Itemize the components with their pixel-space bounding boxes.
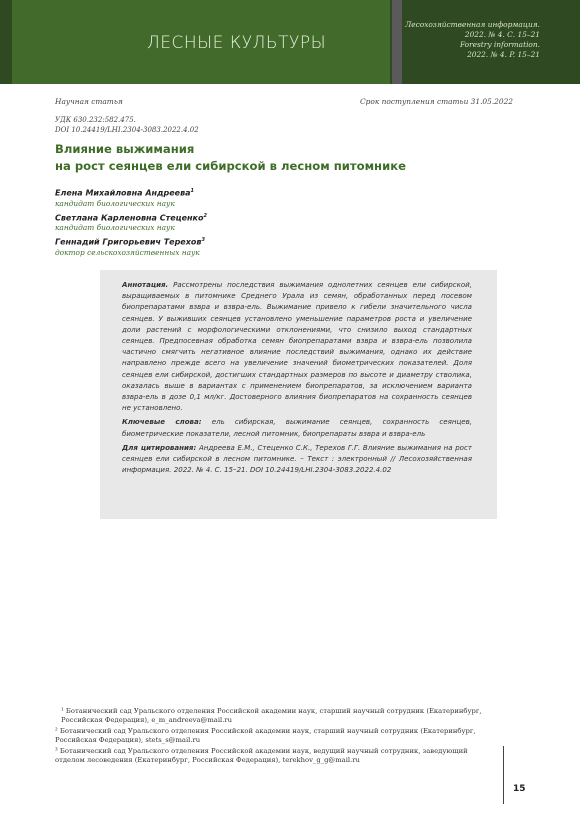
author-degree: кандидат биологических наук xyxy=(55,223,175,233)
abstract-text: Рассмотрены последствия выжимания однолетних сеянцев ели сибирской, выращиваемых в питомнике Среднего Урала из семян, обработанных перед посевом биопрепаратами взвра и взвра-ель. Выжимание привело к гибели значительного числа сеянцев. У выживших сеянцев установлено уменьшение параметров роста и увеличение доли растений с морфологическими отклонениями, что снизило выход стандартных сеянцев. Предпосевная обработка семян биопрепаратами взвра и взвра-ель позволила частично смягчить негативное влияние последствий выжимания, однако их действие направлено прежде всего на увеличение значений биометрических показателей. Доля сеянцев ели сибирской, достигших стандартных размеров по высоте и диаметру стволика, оказалась выше в вариантах с применением биопрепаратов, за исключением варианта взвра-ель в дозе 0,1 мл/кг. Достоверного влияния биопрепаратов на сохранность сеянцев не установлено. xyxy=(122,280,472,413)
header-divider-stripe xyxy=(392,0,402,84)
journal-ru-line1: Лесохозяйственная информация. xyxy=(405,20,540,29)
footnotes xyxy=(55,707,495,767)
udk: УДК 630.232:582.475. xyxy=(55,116,136,124)
abstract-label: Аннотация. xyxy=(122,280,169,289)
meta-row xyxy=(55,97,513,106)
authors-list xyxy=(55,186,207,260)
author-name: Светлана Карленовна Стеценко$^2$ xyxy=(55,212,207,223)
keywords-text: ель сибирская, выжимание сеянцев, сохранность сеянцев, биометрические показатели, лесной питомник, биопрепараты взвра и взвра-ель xyxy=(122,417,472,438)
received-date: Срок поступления статьи 31.05.2022 xyxy=(360,97,513,106)
abstract-content xyxy=(122,279,472,478)
page-number: 15 xyxy=(513,784,526,794)
udk-block xyxy=(55,116,199,135)
page-number-rule xyxy=(503,746,504,804)
author-name: Геннадий Григорьевич Терехов$^3$ xyxy=(55,237,205,247)
keywords-paragraph xyxy=(122,416,472,438)
abstract-paragraph xyxy=(122,279,472,413)
footnote: ³ Ботанический сад Уральского отделения Российской академии наук, ведущий научный сотрудник, заведующий отделом лесоведения (Екатеринбург, Российская Федерация), terekhov_g_g@mail.ru xyxy=(55,747,468,764)
journal-info xyxy=(405,20,540,60)
citation-text: Андреева Е.М., Стеценко С.К., Терехов Г.Г. Влияние выжимания на рост сеянцев ели сибирской в лесном питомнике. – Текст : электронный // Лесохозяйственная информация. 2022. № 4. С. 15–21. DOI 10.24419/LHI.2304-3083.2022.4.02 xyxy=(122,442,472,475)
article-type: Научная статья xyxy=(55,97,123,106)
author-degree: кандидат биологических наук xyxy=(55,198,175,208)
abstract-box xyxy=(100,270,497,519)
keywords-label: Ключевые слова: xyxy=(122,417,202,427)
journal-en-line2: 2022. № 4. P. 15–21 xyxy=(467,50,540,59)
journal-ru-line2: 2022. № 4. С. 15–21 xyxy=(464,30,540,39)
article-title xyxy=(55,141,406,175)
footnote: ¹ Ботанический сад Уральского отделения Российской академии наук, старший научный сотрудник (Екатеринбург, Российская Федерация), e_m_andreeva@mail.ru xyxy=(61,707,482,724)
footnote: ² Ботанический сад Уральского отделения Российской академии наук, старший научный сотрудник (Екатеринбург, Российская Федерация), stets_s@mail.ru xyxy=(55,727,476,744)
citation-label: Для цитирования: xyxy=(122,442,197,452)
citation-paragraph xyxy=(122,442,472,476)
author-degree: доктор сельскохозяйственных наук xyxy=(55,247,200,257)
author-name: Елена Михайловна Андреева$^1$ xyxy=(55,188,195,198)
journal-en-line1: Forestry information. xyxy=(459,40,540,49)
title-line-2: на рост сеянцев ели сибирской в лесном питомнике xyxy=(55,159,406,173)
doi: DOI 10.24419/LHI.2304-3083.2022.4.02 xyxy=(55,125,199,134)
section-title: ЛЕСНЫЕ КУЛЬТУРЫ xyxy=(147,33,327,53)
title-line-1: Влияние выжимания xyxy=(55,142,195,156)
